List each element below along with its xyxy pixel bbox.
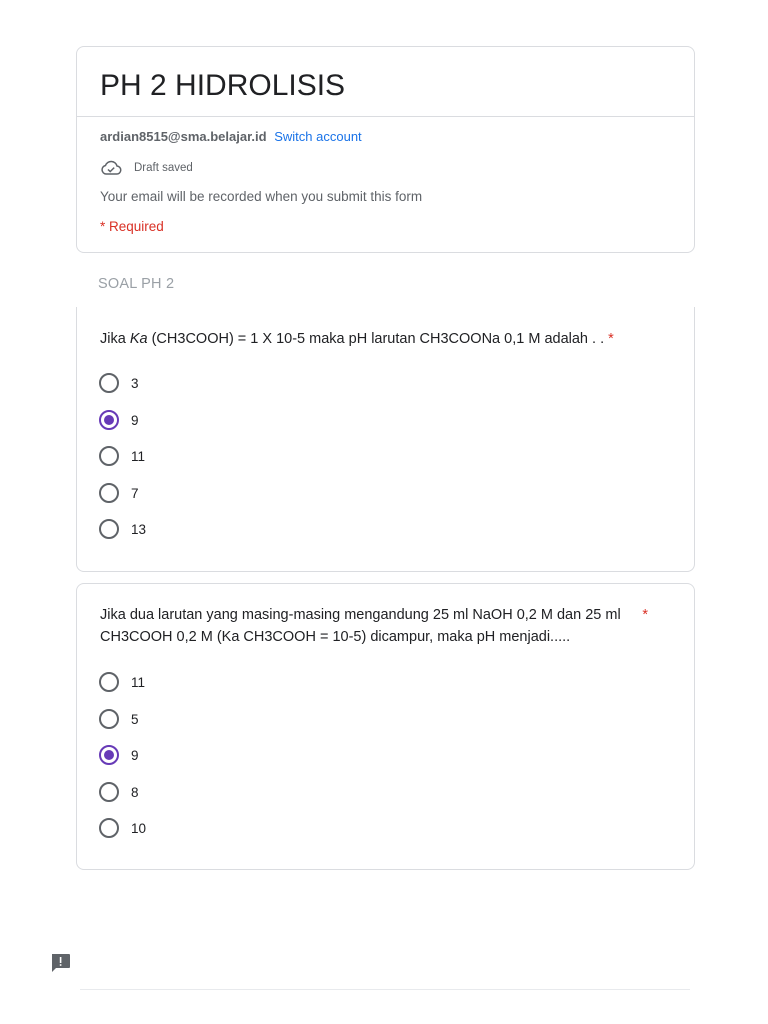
question-card-2	[76, 583, 695, 870]
q1-option-13[interactable]	[99, 518, 146, 540]
question-1-italic: Ka	[129, 331, 148, 347]
q1-option-7[interactable]	[99, 482, 139, 504]
option-label: 11	[131, 448, 146, 464]
account-email: ardian8515@sma.belajar.id	[100, 129, 267, 144]
draft-status	[100, 157, 193, 179]
radio-button[interactable]	[99, 709, 119, 729]
radio-button[interactable]	[99, 519, 119, 539]
radio-button-selected[interactable]	[99, 410, 119, 430]
question-1-rest: (CH3COOH) = 1 X 10-5 maka pH larutan CH3COONa 0,1 M adalah . .	[147, 331, 609, 347]
q1-option-3[interactable]	[99, 372, 139, 394]
required-star: *	[608, 331, 614, 347]
feedback-icon[interactable]	[50, 953, 71, 973]
q2-option-5[interactable]	[99, 708, 139, 730]
radio-button[interactable]	[99, 483, 119, 503]
form-title-area	[77, 47, 694, 117]
account-line	[100, 128, 362, 146]
radio-button[interactable]	[99, 782, 119, 802]
option-label: 9	[131, 747, 139, 763]
q1-option-11[interactable]	[99, 445, 145, 467]
question-2-body: Jika dua larutan yang masing-masing mengandung 25 ml NaOH 0,2 M dan 25 ml CH3COOH 0,2 M (Ka CH3COOH = 10-5) dicampur, maka pH menjadi.....	[100, 607, 621, 645]
option-label: 8	[131, 784, 139, 800]
question-card-1	[76, 307, 695, 572]
option-label: 5	[131, 711, 139, 727]
q2-option-10[interactable]	[99, 817, 146, 839]
question-1-text	[100, 328, 671, 350]
q1-option-9[interactable]	[99, 409, 139, 431]
required-note: * Required	[100, 219, 164, 234]
option-label: 7	[131, 485, 139, 501]
question-1-prefix: Jika	[100, 331, 130, 347]
email-recorded-note: Your email will be recorded when you submit this form	[100, 189, 423, 204]
form-title: PH 2 HIDROLISIS	[100, 69, 346, 102]
section-title: SOAL PH 2	[98, 276, 175, 292]
draft-status-text: Draft saved	[134, 162, 193, 174]
radio-button[interactable]	[99, 672, 119, 692]
option-label: 13	[131, 521, 147, 537]
radio-button[interactable]	[99, 373, 119, 393]
bottom-divider	[80, 989, 690, 990]
question-2-text	[100, 604, 671, 648]
cloud-check-icon	[100, 160, 122, 176]
radio-button[interactable]	[99, 818, 119, 838]
form-header-card	[76, 46, 695, 253]
radio-button[interactable]	[99, 446, 119, 466]
q2-option-11[interactable]	[99, 671, 145, 693]
radio-button-selected[interactable]	[99, 745, 119, 765]
option-label: 10	[131, 820, 147, 836]
option-label: 11	[131, 674, 146, 690]
q2-option-8[interactable]	[99, 781, 139, 803]
option-label: 3	[131, 375, 139, 391]
switch-account-link[interactable]: Switch account	[274, 129, 362, 144]
required-star: *	[642, 607, 648, 623]
option-label: 9	[131, 412, 139, 428]
q2-option-9[interactable]	[99, 744, 139, 766]
